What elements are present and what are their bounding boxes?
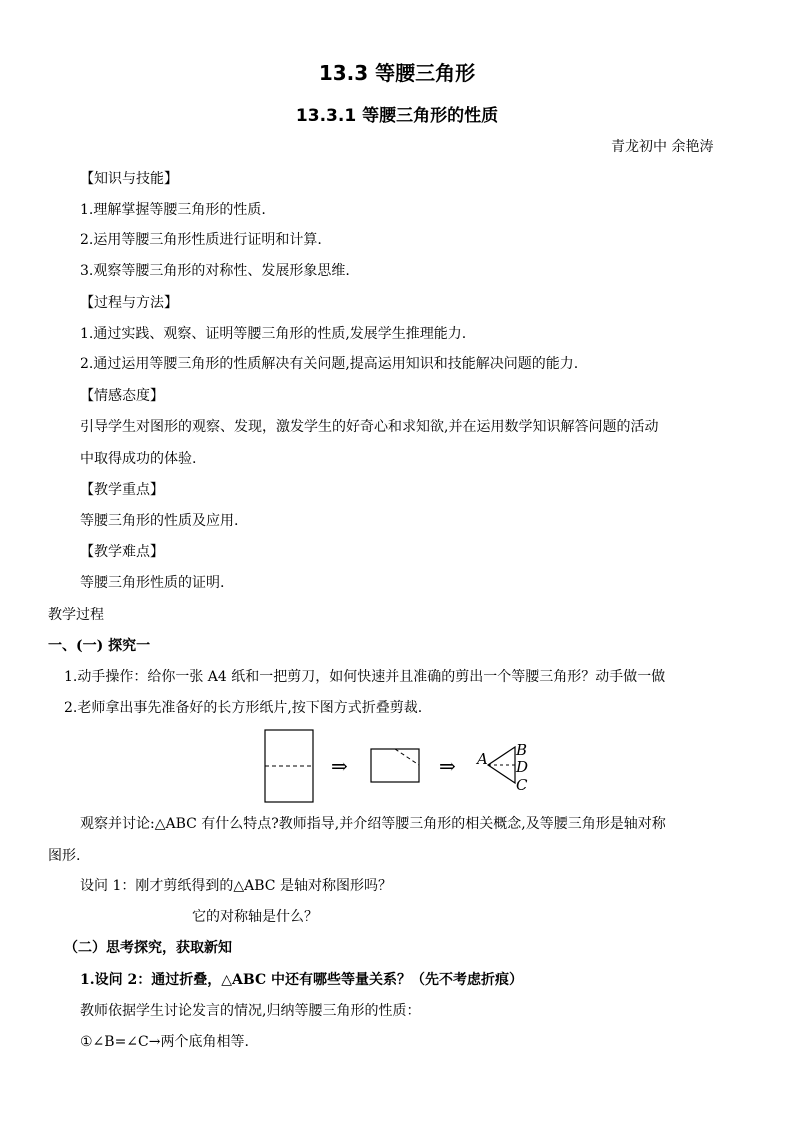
focus-text: 等腰三角形的性质及应用. [80, 513, 239, 529]
emotion-heading: 【情感态度】 [80, 388, 164, 404]
teaching-process-heading: 教学过程 [48, 607, 104, 623]
label-d: D [516, 758, 529, 776]
page-title: 13.3 等腰三角形 [318, 61, 476, 85]
arrow-1: ⇒ [331, 754, 348, 778]
label-a: A [477, 750, 488, 768]
difficulty-text: 等腰三角形性质的证明. [80, 575, 225, 591]
question-1-line2: 它的对称轴是什么？ [192, 909, 318, 925]
summary-text: 教师依据学生讨论发言的情况,归纳等腰三角形的性质： [80, 1003, 421, 1019]
step-2-text: 2.老师拿出事先准备好的长方形纸片,按下图方式折叠剪裁. [64, 700, 423, 716]
label-c: C [516, 776, 528, 794]
focus-heading: 【教学重点】 [80, 482, 164, 498]
knowledge-item-2: 2.运用等腰三角形性质进行证明和计算. [80, 232, 322, 248]
property-1: ①∠B=∠C→两个底角相等. [80, 1034, 249, 1050]
author-line: 青龙初中 余艳涛 [611, 139, 714, 155]
process-item-1: 1.通过实践、观察、证明等腰三角形的性质,发展学生推理能力. [80, 326, 467, 342]
process-heading: 【过程与方法】 [80, 295, 178, 311]
emotion-text-line1: 引导学生对图形的观察、发现，激发学生的好奇心和求知欲,并在运用数学知识解答问题的活动 [80, 419, 659, 435]
part1-heading: 一、(一) 探究一 [48, 638, 151, 654]
question-1-line1: 设问 1：刚才剪纸得到的△ABC 是轴对称图形吗？ [80, 878, 392, 894]
knowledge-item-1: 1.理解掌握等腰三角形的性质. [80, 202, 266, 218]
folded-rectangle [371, 749, 419, 782]
folding-figure [255, 725, 545, 805]
arrow-2: ⇒ [439, 754, 456, 778]
observe-line1: 观察并讨论:△ABC 有什么特点?教师指导,并介绍等腰三角形的相关概念,及等腰三角形是轴对称 [80, 816, 666, 832]
step-1-text: 1.动手操作：给你一张 A4 纸和一把剪刀，如何快速并且准确的剪出一个等腰三角形？动手做一做 [64, 669, 666, 685]
process-item-2: 2.通过运用等腰三角形的性质解决有关问题,提高运用知识和技能解决问题的能力. [80, 356, 579, 372]
part2-heading: （二）思考探究，获取新知 [64, 940, 232, 956]
knowledge-heading: 【知识与技能】 [80, 171, 178, 187]
observe-line2: 图形. [48, 848, 81, 864]
label-b: B [516, 741, 528, 759]
page-subtitle: 13.3.1 等腰三角形的性质 [295, 106, 499, 126]
question-2: 1.设问 2：通过折叠，△ABC 中还有哪些等量关系？（先不考虑折痕） [80, 972, 523, 988]
emotion-text-line2: 中取得成功的体验. [80, 451, 197, 467]
cut-line [395, 749, 419, 765]
knowledge-item-3: 3.观察等腰三角形的对称性、发展形象思维. [80, 263, 350, 279]
difficulty-heading: 【教学难点】 [80, 544, 164, 560]
